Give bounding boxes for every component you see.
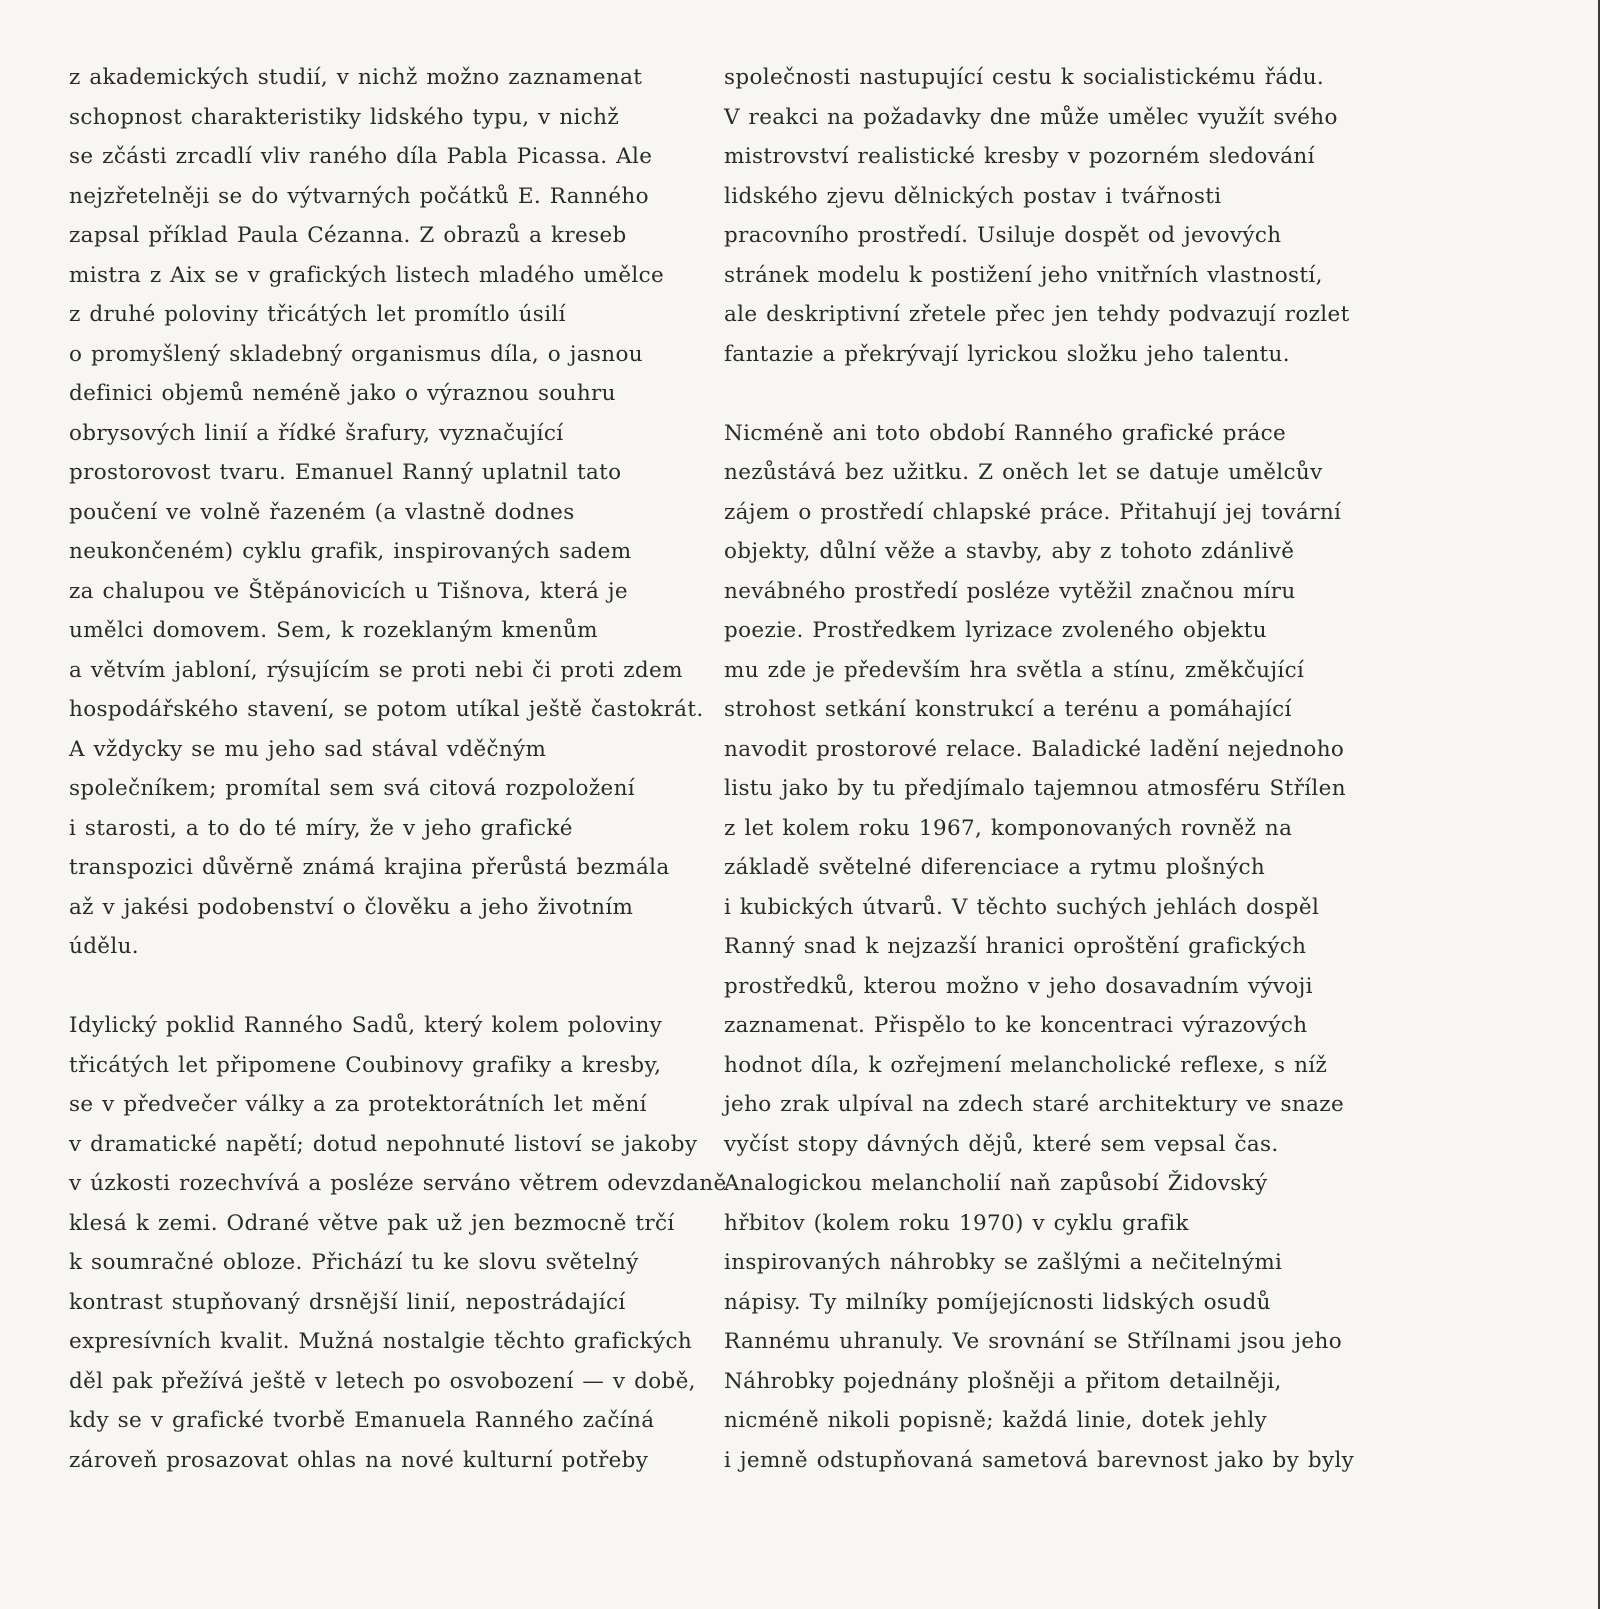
text-line: zároveň prosazovat ohlas na nové kulturní potřeby	[69, 1447, 649, 1473]
text-line: i kubických útvarů. V těchto suchých jehlách dospěl	[724, 894, 1320, 920]
right-text-column	[724, 58, 1364, 1480]
text-line: nicméně nikoli popisně; každá linie, dotek jehly	[724, 1408, 1268, 1433]
text-line: listu jako by tu předjímalo tajemnou atmosféru Střílen	[724, 776, 1346, 801]
text-line: mistra z Aix se v grafických listech mladého umělce	[69, 262, 665, 288]
text-line: společnosti nastupující cestu k socialistickému řádu.	[724, 65, 1325, 90]
text-line: poučení ve volně řazeném (a vlastně dodnes	[69, 499, 575, 525]
text-line: nejzřetelněji se do výtvarných počátků E. Ranného	[69, 183, 649, 209]
text-line: Analogickou melancholií naň zapůsobí Židovský	[724, 1171, 1268, 1196]
paragraph-gap	[69, 967, 709, 1007]
text-line: a větvím jabloní, rýsujícím se proti nebi či proti zdem	[69, 657, 683, 683]
text-line: lidského zjevu dělnických postav i tvářnosti	[724, 183, 1222, 209]
text-line: základě světelné diferenciace a rytmu plošných	[724, 855, 1266, 880]
text-line: k soumračné obloze. Přichází tu ke slovu světelný	[69, 1250, 639, 1275]
text-line: prostorovost tvaru. Emanuel Ranný uplatnil tato	[69, 460, 622, 485]
text-line: třicátých let připomene Coubinovy grafiky a kresby,	[69, 1052, 662, 1078]
text-line: i starosti, a to do té míry, že v jeho grafické	[69, 815, 573, 841]
paragraph	[69, 1006, 727, 1480]
text-line: zájem o prostředí chlapské práce. Přitahují jej tovární	[724, 499, 1342, 525]
text-line: údělu.	[69, 934, 139, 959]
text-line: jeho zrak ulpíval na zdech staré architektury ve snaze	[724, 1092, 1345, 1117]
text-line: fantazie a překrývají lyrickou složku jeho talentu.	[724, 341, 1290, 367]
text-line: hodnot díla, k ozřejmení melancholické reflexe, s níž	[724, 1052, 1328, 1078]
text-line: navodit prostorové relace. Baladické ladění nejednoho	[724, 736, 1345, 762]
text-line: stránek modelu k postižení jeho vnitřních vlastností,	[724, 262, 1323, 288]
text-line: schopnost charakteristiky lidského typu, v nichž	[69, 104, 620, 130]
text-line: strohost setkání konstrukcí a terénu a pomáhající	[724, 697, 1292, 722]
text-line: poezie. Prostředkem lyrizace zvoleného objektu	[724, 618, 1267, 643]
text-line: i jemně odstupňovaná sametová barevnost jako by byly	[724, 1447, 1355, 1473]
text-line: nápisy. Ty milníky pomíjejícnosti lidských osudů	[724, 1289, 1271, 1315]
text-line: umělci domovem. Sem, k rozeklaným kmenům	[69, 618, 598, 643]
text-line: neukončeném) cyklu grafik, inspirovaných sadem	[69, 539, 632, 564]
paragraph-gap	[724, 374, 1364, 414]
text-line: zaznamenat. Přispělo to ke koncentraci výrazových	[724, 1013, 1308, 1038]
text-line: transpozici důvěrně známá krajina přerůstá bezmála	[69, 855, 670, 880]
text-line: pracovního prostředí. Usiluje dospět od jevových	[724, 223, 1282, 248]
text-line: za chalupou ve Štěpánovicích u Tišnova, která je	[69, 578, 628, 604]
text-line: v dramatické napětí; dotud nepohnuté listoví se jakoby	[69, 1131, 698, 1157]
text-line: hřbitov (kolem roku 1970) v cyklu grafik	[724, 1210, 1189, 1236]
text-line: kontrast stupňovaný drsnější linií, nepostrádající	[69, 1289, 626, 1315]
text-line: děl pak přežívá ještě v letech po osvobození — v době,	[69, 1368, 696, 1394]
text-line: zapsal příklad Paula Cézanna. Z obrazů a kreseb	[69, 223, 627, 248]
text-line: o promyšlený skladebný organismus díla, o jasnou	[69, 341, 643, 367]
text-line: mu zde je především hra světla a stínu, změkčující	[724, 657, 1305, 683]
text-line: z let kolem roku 1967, komponovaných rovněž na	[724, 815, 1293, 841]
paragraph	[724, 414, 1364, 1481]
paragraph	[724, 58, 1364, 374]
text-line: Ranný snad k nejzazší hranici oproštění grafických	[724, 934, 1307, 959]
text-line: definici objemů neméně jako o výraznou souhru	[69, 381, 616, 406]
text-line: expresívních kvalit. Mužná nostalgie těchto grafických	[69, 1329, 693, 1354]
text-line: Nicméně ani toto období Ranného grafické práce	[724, 420, 1287, 446]
text-line: A vždycky se mu jeho sad stával vděčným	[69, 736, 547, 762]
paragraph	[69, 58, 709, 967]
text-line: Náhrobky pojednány plošněji a přitom detailněji,	[724, 1368, 1282, 1394]
text-line: společníkem; promítal sem svá citová rozpoložení	[69, 776, 635, 801]
text-line: nevábného prostředí posléze vytěžil značnou míru	[724, 578, 1296, 604]
text-line: z druhé poloviny třicátých let promítlo úsilí	[69, 302, 566, 327]
text-line: hospodářského stavení, se potom utíkal ještě častokrát.	[69, 697, 704, 722]
text-line: se v předvečer války a za protektorátních let mění	[69, 1092, 647, 1117]
text-line: Idylický poklid Ranného Sadů, který kolem poloviny	[69, 1013, 663, 1038]
text-line: klesá k zemi. Odrané větve pak už jen bezmocně trčí	[69, 1210, 675, 1236]
text-line: inspirovaných náhrobky se zašlými a nečitelnými	[724, 1250, 1283, 1275]
text-line: ale deskriptivní zřetele přec jen tehdy podvazují rozlet	[724, 302, 1350, 327]
text-line: prostředků, kterou možno v jeho dosavadním vývoji	[724, 973, 1313, 999]
text-line: objekty, důlní věže a stavby, aby z tohoto zdánlivě	[724, 539, 1295, 564]
text-line: V reakci na požadavky dne může umělec využít svého	[724, 104, 1338, 130]
text-line: nezůstává bez užitku. Z oněch let se datuje umělcův	[724, 460, 1323, 485]
text-line: kdy se v grafické tvorbě Emanuela Ranného začíná	[69, 1408, 655, 1433]
text-line: se zčásti zrcadlí vliv raného díla Pabla Picassa. Ale	[69, 144, 653, 169]
text-line: obrysových linií a řídké šrafury, vyznačující	[69, 420, 564, 446]
text-line: mistrovství realistické kresby v pozorném sledování	[724, 144, 1315, 169]
text-line: až v jakési podobenství o člověku a jeho životním	[69, 894, 634, 920]
text-line: v úzkosti rozechvívá a posléze serváno větrem odevzdaně	[69, 1171, 727, 1196]
text-line: Rannému uhranuly. Ve srovnání se Střílnami jsou jeho	[724, 1329, 1342, 1354]
text-line: z akademických studií, v nichž možno zaznamenat	[69, 65, 643, 90]
left-text-column	[69, 58, 727, 1480]
text-line: vyčíst stopy dávných dějů, které sem vepsal čas.	[724, 1131, 1279, 1157]
